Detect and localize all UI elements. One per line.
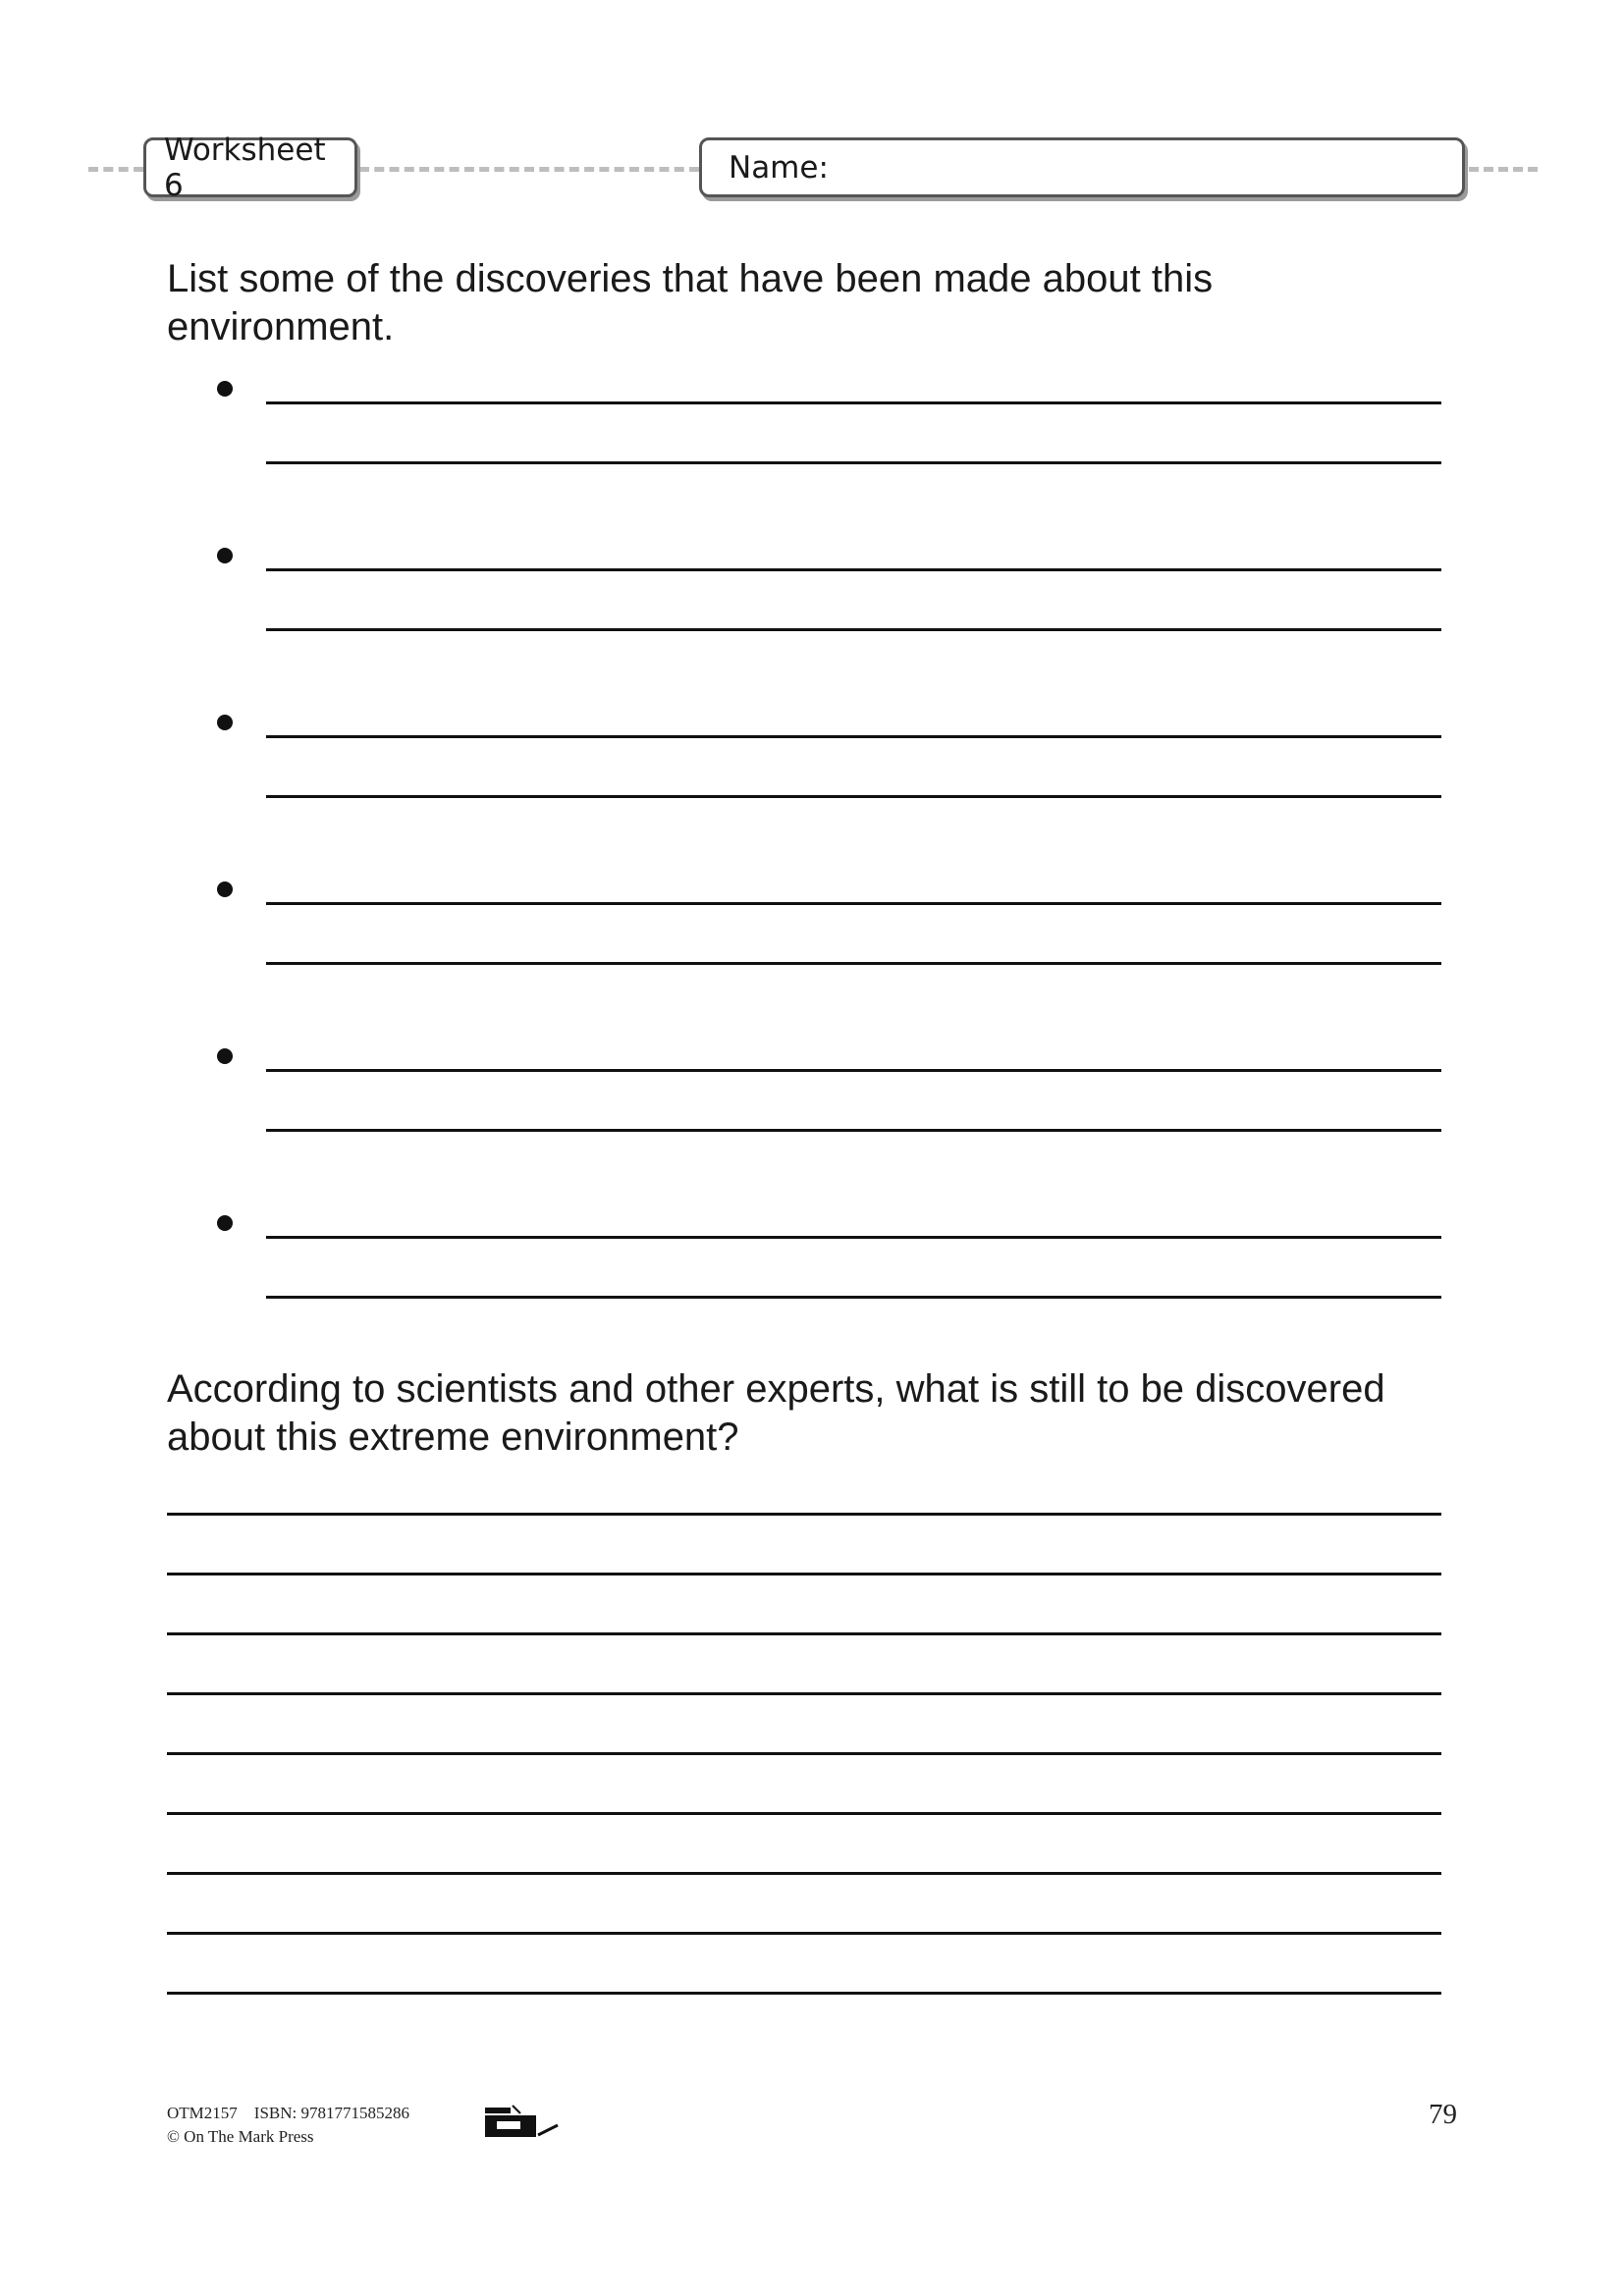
header-dash-middle: [359, 167, 699, 172]
footer-copyright: © On The Mark Press: [167, 2127, 314, 2146]
answer-line[interactable]: [266, 1069, 1441, 1072]
answer-line[interactable]: [266, 1296, 1441, 1299]
answer-line[interactable]: [167, 1992, 1441, 1995]
answer-line[interactable]: [167, 1932, 1441, 1935]
bullet-icon: [217, 715, 233, 730]
answer-line[interactable]: [266, 962, 1441, 965]
answer-line[interactable]: [167, 1752, 1441, 1755]
answer-line[interactable]: [266, 735, 1441, 738]
page-number: 79: [1429, 2099, 1457, 2130]
answer-line[interactable]: [266, 628, 1441, 631]
question-still-to-discover: According to scientists and other experts, what is still to be discovered about this extreme environment?: [167, 1367, 1385, 1459]
header-dash-left: [88, 167, 143, 172]
question-discoveries: List some of the discoveries that have been made about this environment.: [167, 257, 1214, 348]
header-dash-right: [1469, 167, 1538, 172]
answer-line[interactable]: [266, 902, 1441, 905]
answer-line[interactable]: [167, 1692, 1441, 1695]
name-field-box[interactable]: [699, 137, 1465, 197]
answer-line[interactable]: [266, 795, 1441, 798]
name-label: Name:: [729, 149, 829, 186]
footer-code-isbn: OTM2157 ISBN: 9781771585286: [167, 2104, 409, 2122]
bullet-icon: [217, 1215, 233, 1231]
bullet-icon: [217, 881, 233, 897]
answer-line[interactable]: [167, 1573, 1441, 1575]
printer-logo-icon: [483, 2102, 562, 2141]
answer-line[interactable]: [167, 1513, 1441, 1516]
answer-line[interactable]: [266, 1129, 1441, 1132]
bullet-icon: [217, 1048, 233, 1064]
worksheet-label-box: [143, 132, 357, 203]
answer-line[interactable]: [167, 1812, 1441, 1815]
answer-line[interactable]: [266, 401, 1441, 404]
bullet-icon: [217, 548, 233, 563]
worksheet-label: Worksheet 6: [164, 132, 326, 203]
answer-line[interactable]: [266, 461, 1441, 464]
footer-publisher-info: [167, 2102, 409, 2149]
answer-line[interactable]: [167, 1872, 1441, 1875]
answer-line[interactable]: [266, 568, 1441, 571]
answer-line[interactable]: [167, 1632, 1441, 1635]
bullet-icon: [217, 381, 233, 397]
answer-line[interactable]: [266, 1236, 1441, 1239]
